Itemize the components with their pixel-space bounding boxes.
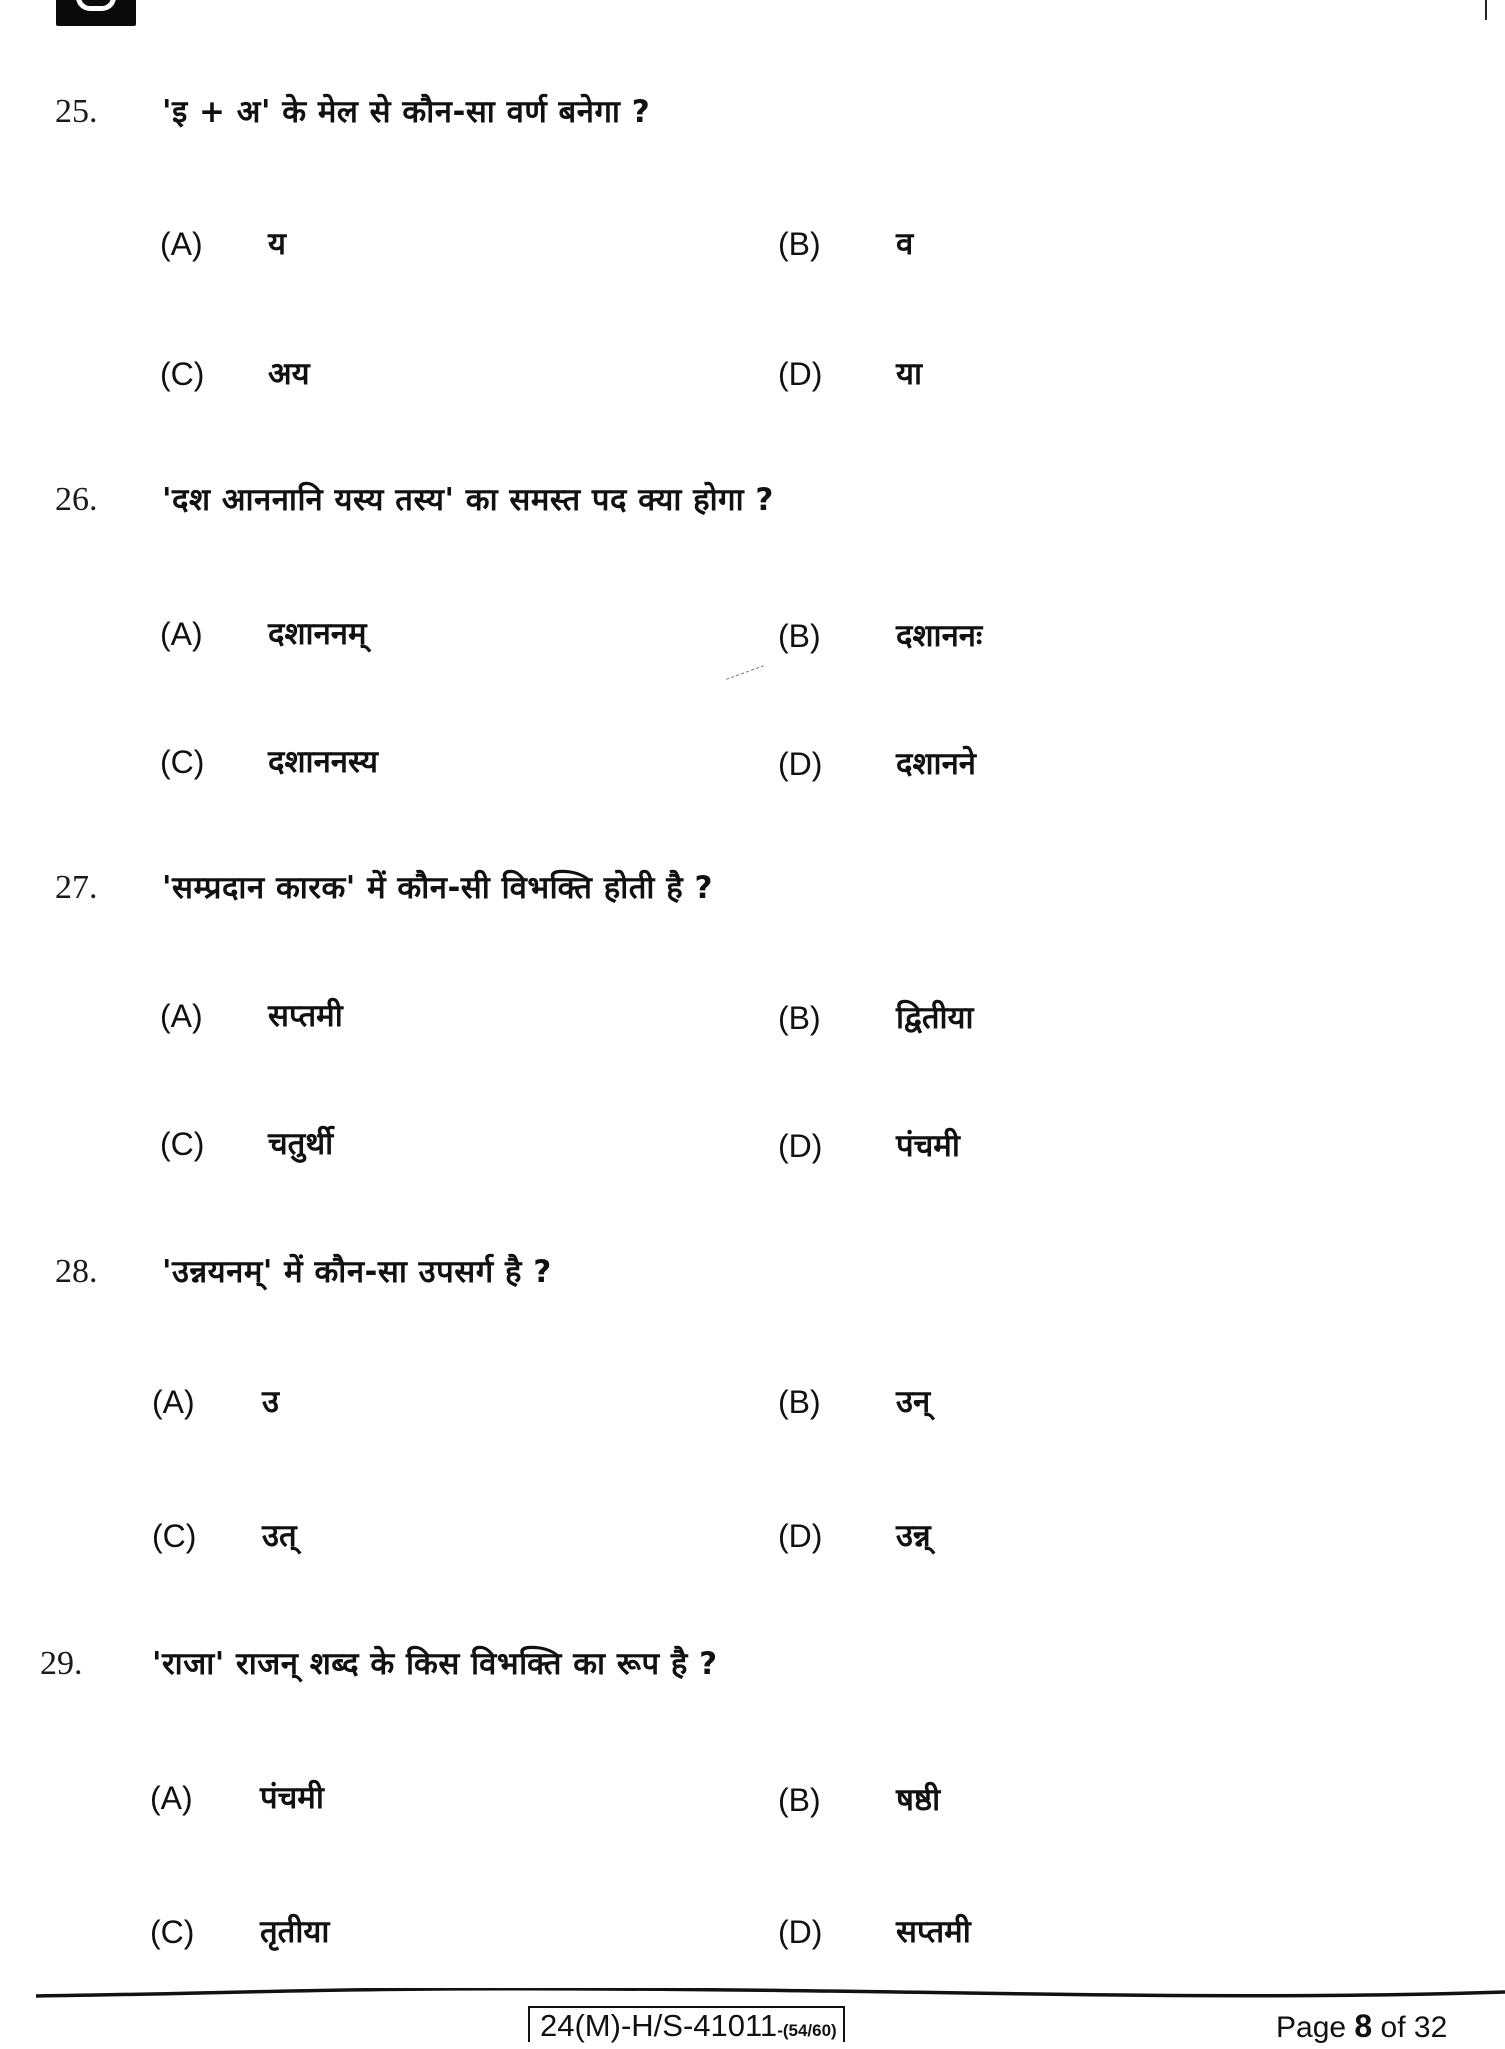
page-suffix: of 32 [1372,2011,1448,2044]
option-text: षष्ठी [896,1782,941,1818]
option-label: (B) [778,1782,821,1818]
set-code-glyph [76,0,116,11]
option-text: सप्तमी [896,1914,971,1950]
option-text: उन् [896,1384,931,1420]
option-text: अय [268,356,310,392]
option-label: (C) [160,744,205,780]
option-label: (C) [150,1914,195,1950]
option-text: उन्न् [896,1518,931,1554]
question-number: 27. [55,869,98,906]
option-text: पंचमी [260,1780,324,1816]
question-number: 25. [55,93,98,130]
option-label: (D) [778,1914,823,1950]
option-label: (B) [778,226,821,262]
option-text: उत् [262,1518,297,1554]
option-label: (A) [160,998,203,1034]
option-label: (B) [778,1384,821,1420]
paper-code-box [528,2006,845,2042]
option-text: दशाननः [896,618,983,654]
question-number: 26. [55,481,98,518]
question-number: 29. [40,1645,83,1682]
option-text: उ [262,1384,279,1420]
option-text: व [896,226,914,262]
option-text: द्वितीया [896,1000,974,1036]
option-label: (D) [778,356,823,392]
top-right-fragment [1359,0,1487,20]
option-label: (C) [160,1126,205,1162]
question-text: 'राजा' राजन् शब्द के किस विभक्ति का रूप है ? [152,1646,718,1682]
option-text: या [896,356,923,392]
paper-code: 24(M)-H/S-41011 [540,2008,778,2043]
option-label: (C) [160,356,205,392]
option-text: चतुर्थी [268,1126,334,1162]
option-text: तृतीया [260,1914,330,1950]
option-label: (D) [778,1128,823,1164]
option-label: (A) [160,616,203,652]
page-number: 8 [1354,2008,1373,2044]
option-label: (B) [778,1000,821,1036]
set-code-box [56,0,136,26]
option-label: (C) [152,1518,197,1554]
option-text: दशाननस्य [268,744,379,780]
pencil-mark [726,665,764,680]
question-text: 'उन्नयनम्' में कौन-सा उपसर्ग है ? [162,1254,552,1290]
option-text: दशाननम् [268,616,367,652]
option-text: पंचमी [896,1128,960,1164]
question-text: 'इ + अ' के मेल से कौन-सा वर्ण बनेगा ? [162,94,651,130]
option-label: (D) [778,746,823,782]
question-number: 28. [55,1253,98,1290]
option-label: (D) [778,1518,823,1554]
option-label: (B) [778,618,821,654]
option-label: (A) [150,1780,193,1816]
option-label: (A) [160,226,203,262]
question-text: 'दश आननानि यस्य तस्य' का समस्त पद क्या होगा ? [162,482,774,518]
option-label: (A) [152,1384,195,1420]
page-prefix: Page [1276,2011,1355,2044]
option-text: सप्तमी [268,998,343,1034]
page-indicator [1276,2008,1447,2046]
paper-code-suffix: -(54/60) [777,2021,837,2040]
option-text: य [268,226,286,262]
footer-rule [36,1988,1505,2000]
option-text: दशानने [896,746,976,782]
question-text: 'सम्प्रदान कारक' में कौन-सी विभक्ति होती है ? [162,870,713,906]
